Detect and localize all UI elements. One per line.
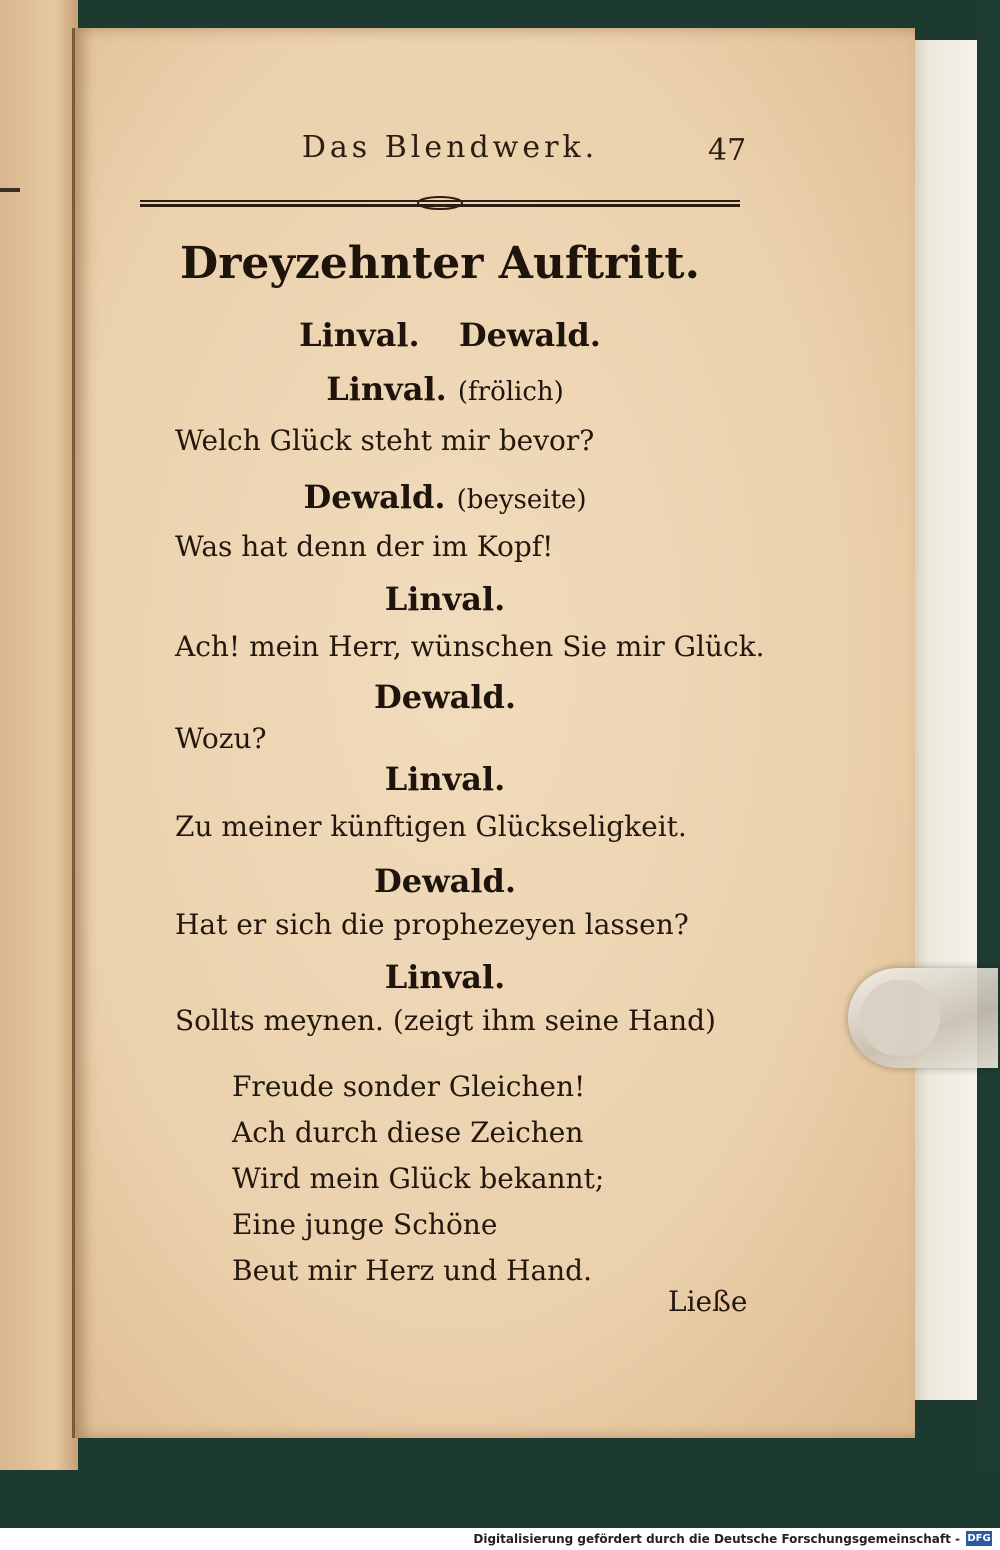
scan-background (975, 0, 1000, 1470)
speaker-label: Dewald. (373, 862, 517, 900)
magnifier-glass (860, 980, 940, 1056)
dialogue-line: Welch Glück steht mir bevor? (175, 424, 595, 457)
speaker-label: Linval. (384, 580, 506, 618)
speaker-name (150, 478, 740, 516)
speaker-label: Dewald. (303, 478, 446, 516)
stage-direction: (beyseite) (456, 485, 587, 515)
dfg-logo-icon: DFG (967, 1533, 991, 1544)
speaker-label: Linval. (384, 760, 506, 798)
page-number: 47 (708, 133, 747, 168)
speaker-name (150, 958, 740, 996)
magnifier-lens (848, 968, 998, 1068)
funding-credit: Digitalisierung gefördert durch die Deutsche Forschungsgemeinschaft - (473, 1532, 960, 1546)
verse-stanza (232, 1064, 732, 1294)
footer-bar (0, 1528, 1000, 1550)
speaker-name (150, 760, 740, 798)
dialogue-line: Hat er sich die prophezeyen lassen? (175, 908, 689, 941)
dialogue-line: Wozu? (175, 722, 267, 755)
ornamental-rule (140, 196, 740, 210)
verse-line: Ach durch diese Zeichen (232, 1116, 584, 1149)
scene-heading: Dreyzehnter Auftritt. (180, 238, 700, 289)
speaker-label: Dewald. (373, 678, 517, 716)
speaker-name (150, 580, 740, 618)
verse-line: Wird mein Glück bekannt; (232, 1162, 605, 1195)
speaker-label: Linval. (326, 370, 447, 408)
verse-line: Eine junge Schöne (232, 1208, 498, 1241)
cast-list: Linval. Dewald. (299, 316, 601, 354)
catchword: Ließe (668, 1285, 748, 1318)
dialogue-line: Was hat denn der im Kopf! (175, 530, 554, 563)
stage-direction: (frölich) (457, 377, 564, 407)
dialogue-line: Ach! mein Herr, wünschen Sie mir Glück. (175, 630, 765, 663)
verse-line: Freude sonder Gleichen! (232, 1070, 586, 1103)
facing-page-edge (0, 0, 78, 1470)
dialogue-line: Zu meiner künftigen Glückseligkeit. (175, 810, 687, 843)
speaker-name (150, 862, 740, 900)
verse-line: Beut mir Herz und Hand. (232, 1254, 593, 1287)
running-head: Das Blendwerk. (301, 130, 599, 165)
speaker-name (150, 370, 740, 408)
speaker-name (150, 678, 740, 716)
dialogue-line: Sollts meynen. (zeigt ihm seine Hand) (175, 1004, 716, 1037)
speaker-label: Linval. (384, 958, 506, 996)
facing-page-rule (0, 188, 20, 192)
